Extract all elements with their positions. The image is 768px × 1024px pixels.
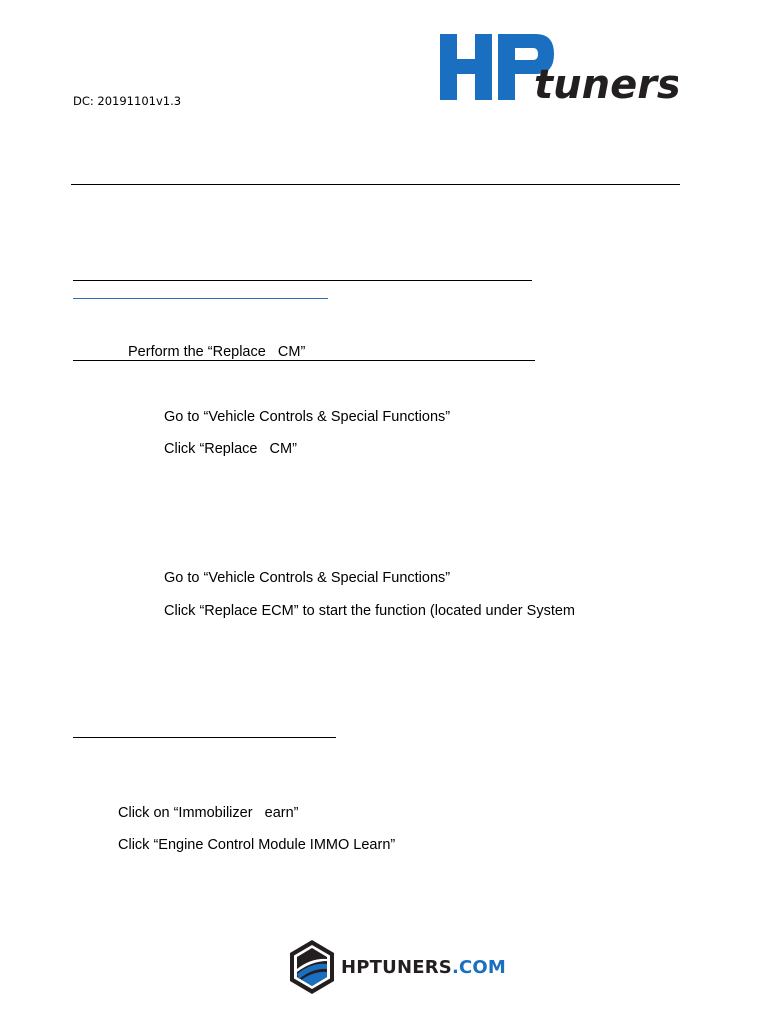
section-b-step-1: Go to “Vehicle Controls & Special Functions” xyxy=(164,570,451,586)
section-c-step-1: Click on “Immobilizer earn” xyxy=(118,805,299,821)
section-rule-1 xyxy=(73,280,532,281)
hptuners-logo-graphic xyxy=(438,32,678,104)
link-underline xyxy=(73,298,328,299)
hexagon-emblem-icon xyxy=(287,938,337,996)
logo-tuners-text: tuners xyxy=(534,62,678,104)
section-a-step-1: Go to “Vehicle Controls & Special Functions” xyxy=(164,409,451,425)
footer-brand-text xyxy=(341,957,506,978)
section-b-step-2: Click “Replace ECM” to start the function (located under System xyxy=(164,603,575,619)
section-a-step-2: Click “Replace CM” xyxy=(164,441,297,457)
header-divider xyxy=(71,184,680,185)
footer-logo xyxy=(287,938,506,996)
footer-brand: HPTUNERS xyxy=(341,957,452,978)
section-a-heading: Perform the “Replace CM” xyxy=(128,344,306,360)
section-c-step-2: Click “Engine Control Module IMMO Learn” xyxy=(118,837,396,853)
footer-tld: .COM xyxy=(451,957,506,978)
section-c-rule xyxy=(73,737,336,738)
section-a-rule xyxy=(73,360,535,361)
document-code: DC: 20191101v1.3 xyxy=(73,94,182,108)
hptuners-logo xyxy=(438,32,678,104)
